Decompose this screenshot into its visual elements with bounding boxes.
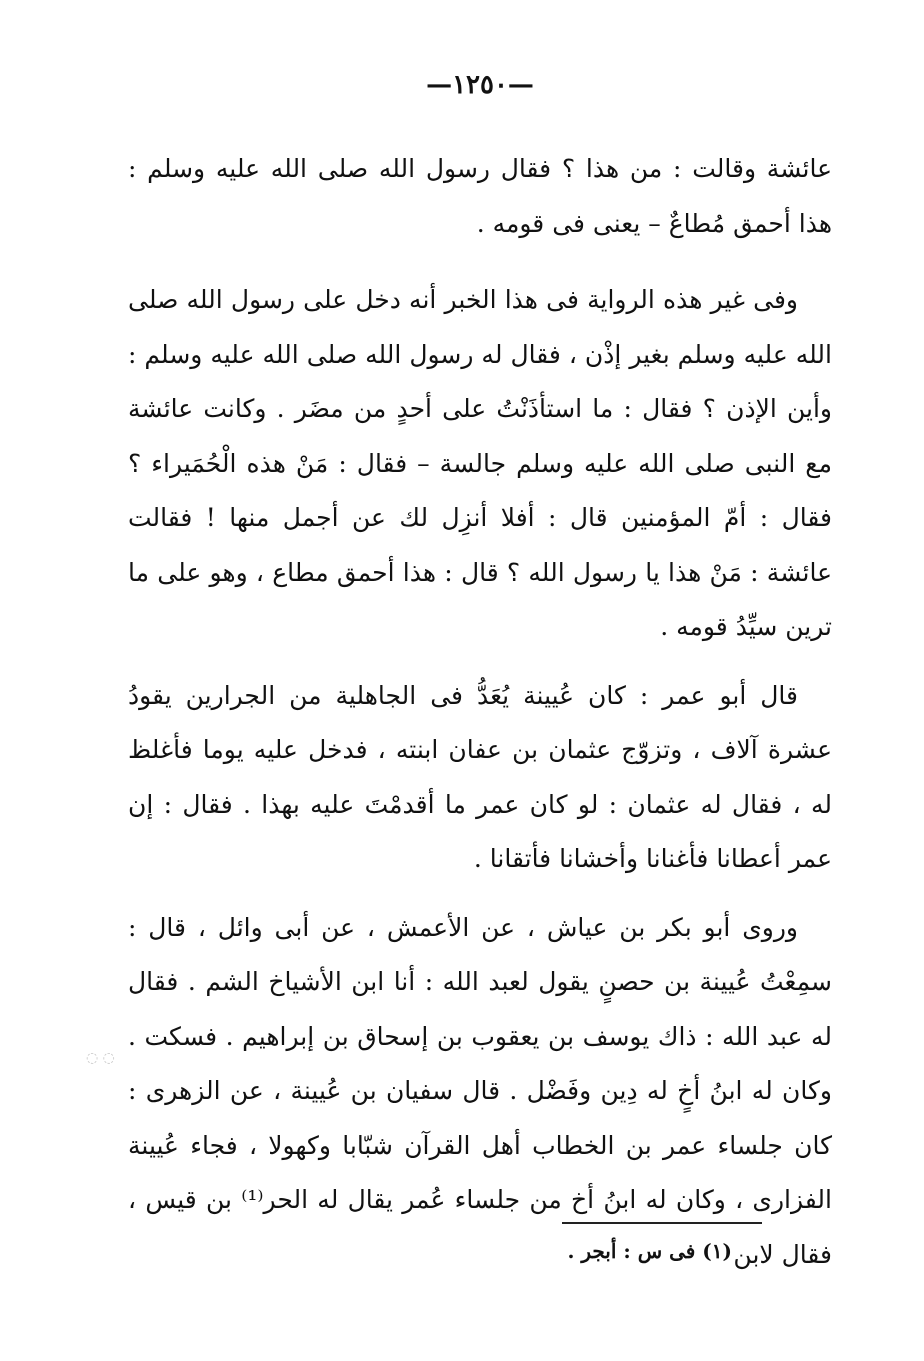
- page-number: —١٢٥٠—: [426, 70, 534, 100]
- margin-smudge-icon: ◌ ◌: [86, 1050, 115, 1066]
- footnote: (١) فى س : أبجر .: [567, 1239, 732, 1263]
- paragraph-1: عائشة وقالت : من هذا ؟ فقال رسول الله صلى الله عليه وسلم : هذا أحمق مُطاعٌ – يعنى فى قومه .: [128, 154, 832, 238]
- paragraph-3: قال أبو عمر : كان عُيينة يُعَدُّ فى الجاهلية من الجرارين يقودُ عشرة آلاف ، وتزوّج عثمان بن عفان ابنته ، فدخل عليه يوما فأغلظ له ، فقال له عثمان : لو كان عمر ما أقدمْتَ عليه بهذا . فقال : إن عمر أعطانا فأغنانا وأخشانا فأتقانا .: [128, 680, 832, 873]
- paragraph-4: وروى أبو بكر بن عياش ، عن الأعمش ، عن أبى وائل ، قال : سمِعْتُ عُيينة بن حصنٍ يقول لعبد الله : أنا ابن الأشياخ الشم . فقال له عبد الله : ذاك يوسف بن يعقوب بن إسحاق بن إبراهيم . فسكت . وكان له ابنُ أخٍ له دِين وفَضْل . قال سفيان بن عُيينة ، عن الزهرى : كان جلساء عمر بن الخطاب أهل القرآن شبّابا وكهولا ، فجاء عُيينة الفزارى ، وكان له ابنُ أخ من جلساء عُمر يقال له الحر⁽¹⁾ بن قيس ، فقال لابن: [128, 912, 833, 1269]
- footnote-divider: [562, 1222, 762, 1224]
- paragraph-2: وفى غير هذه الرواية فى هذا الخبر أنه دخل على رسول الله صلى الله عليه وسلم بغير إذْن ، فقال له رسول الله صلى الله عليه وسلم : وأين الإذن ؟ فقال : ما استأذَنْتُ على أحدٍ من مضَر . وكانت عائشة مع النبى صلى الله عليه وسلم جالسة – فقال : مَنْ هذه الْحُمَيراء ؟ فقال : أمّ المؤمنين قال : أفلا أنزِل لك عن أجمل منها ! فقالت عائشة : مَنْ هذا يا رسول الله ؟ قال : هذا أحمق مطاع ، وهو على ما ترين سيِّدُ قومه .: [128, 285, 832, 641]
